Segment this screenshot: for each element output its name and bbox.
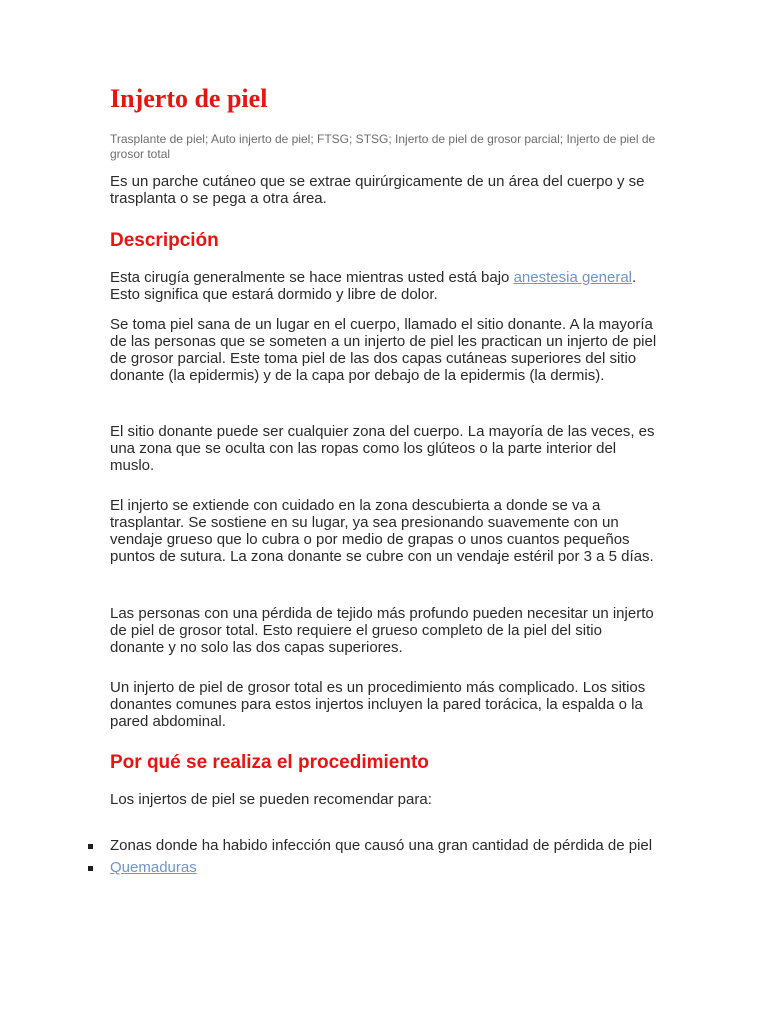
description-p1-text-before: Esta cirugía generalmente se hace mientras usted está bajo xyxy=(110,269,514,286)
list-item-text: Zonas donde ha habido infección que causó una gran cantidad de pérdida de piel xyxy=(110,837,653,854)
list-item xyxy=(110,857,658,879)
synonyms-text: Trasplante de piel; Auto injerto de piel; FTSG; STSG; Injerto de piel de grosor parcial; Injerto de piel de grosor total xyxy=(110,132,656,161)
description-paragraph-6: Un injerto de piel de grosor total es un procedimiento más complicado. Los sitios donantes comunes para estos injertos incluyen la pared torácica, la espalda o la pared abdominal. xyxy=(110,679,646,730)
description-heading: Descripción xyxy=(110,230,219,251)
description-p1-text-after: . Esto significa que estará dormido y libre de dolor. xyxy=(110,269,637,303)
description-paragraph-3: El sitio donante puede ser cualquier zona del cuerpo. La mayoría de las veces, es una zona que se oculta con las ropas como los glúteos o la parte interior del muslo. xyxy=(110,423,655,474)
reasons-heading: Por qué se realiza el procedimiento xyxy=(110,752,429,773)
page-title: Injerto de piel xyxy=(110,84,268,113)
description-paragraph-4: El injerto se extiende con cuidado en la zona descubierta a donde se va a trasplantar. Se sostiene en su lugar, ya sea presionando suavemente con un vendaje grueso que lo cubra o por medio de grapas o unos cuantos pequeños puntos de sutura. La zona donante se cubre con un vendaje estéril por 3 a 5 días. xyxy=(110,497,654,565)
description-paragraph-5: Las personas con una pérdida de tejido más profundo pueden necesitar un injerto de piel de grosor total. Esto requiere el grueso completo de la piel del sitio donante y no solo las dos capas superiores. xyxy=(110,605,654,656)
reasons-list xyxy=(110,835,658,879)
reasons-intro: Los injertos de piel se pueden recomendar para: xyxy=(110,791,432,808)
square-bullet-icon xyxy=(88,844,93,849)
quemaduras-link[interactable]: Quemaduras xyxy=(110,859,197,876)
square-bullet-icon xyxy=(88,866,93,871)
description-paragraph-2: Se toma piel sana de un lugar en el cuerpo, llamado el sitio donante. A la mayoría de las personas que se someten a un injerto de piel les practican un injerto de piel de grosor parcial. Este toma piel de las dos capas cutáneas superiores del sitio donante (la epidermis) y de la capa por debajo de la epidermis (la dermis). xyxy=(110,316,657,384)
anestesia-general-link[interactable]: anestesia general xyxy=(513,269,632,286)
intro-paragraph: Es un parche cutáneo que se extrae quirúrgicamente de un área del cuerpo y se trasplanta o se pega a otra área. xyxy=(110,173,645,207)
description-paragraph-1 xyxy=(110,269,658,303)
list-item xyxy=(110,835,658,857)
